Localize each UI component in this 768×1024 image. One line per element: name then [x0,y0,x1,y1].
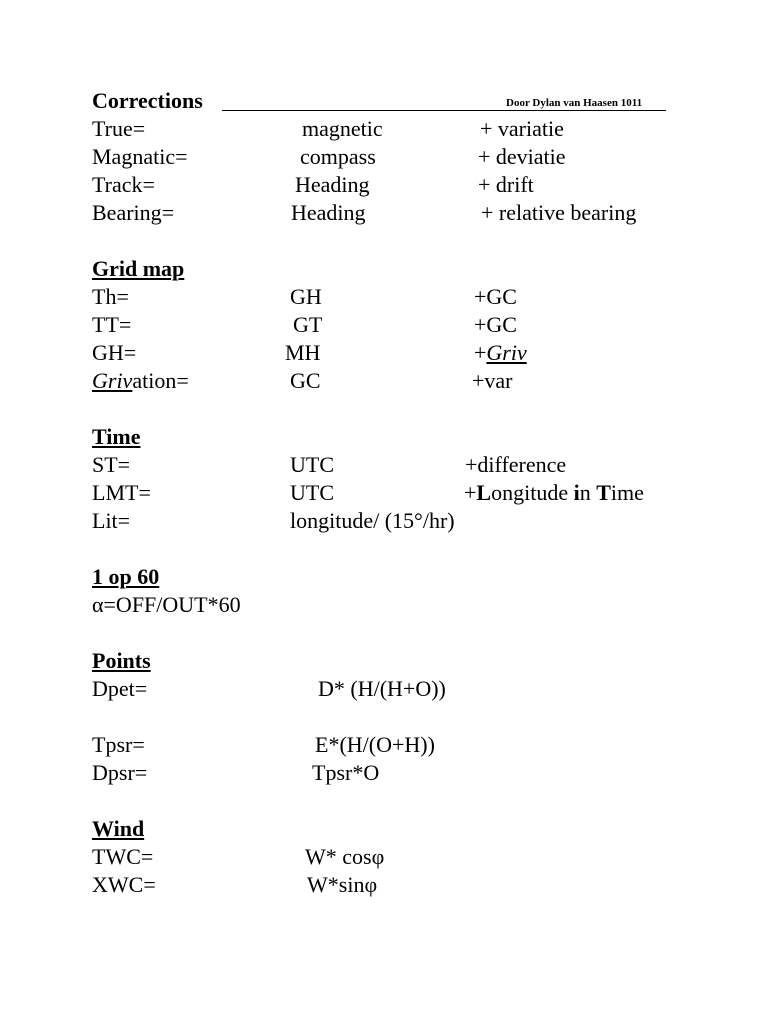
formula-label: Magnatic= [92,144,188,169]
formula-label: Track= [92,172,155,197]
formula-label: LMT= [92,480,151,505]
label-suffix: ation= [132,368,189,393]
acronym-letter: L [476,480,492,505]
acronym-letter: T [596,480,611,505]
formula-correction [464,482,644,504]
formula-label: Dpsr= [92,760,148,785]
formula-term: GC [290,368,321,393]
formula-term: GH [290,284,322,309]
formula-term: longitude/ (15°/hr) [290,508,455,533]
formula-label: Lit= [92,508,131,533]
formula-term: compass [300,144,376,169]
formula-label: GH= [92,340,137,365]
section-heading-points: Points [92,648,151,673]
section-heading-grid-map: Grid map [92,256,185,281]
formula-term: W* cosφ [305,844,385,869]
formula-term: Heading [295,172,370,197]
formula-label: True= [92,116,146,141]
formula-correction: + relative bearing [481,200,637,225]
formula-correction: +var [472,368,513,393]
word-part: ongitude [491,480,574,505]
formula-label [92,370,189,392]
formula-correction: +GC [474,284,517,309]
griv-abbreviation: Griv [486,340,527,365]
formula-label: TWC= [92,844,154,869]
formula-label: ST= [92,452,131,477]
formula-correction: +difference [465,452,567,477]
formula-label: XWC= [92,872,156,897]
formula-label: Dpet= [92,676,148,701]
formula-correction [474,342,527,364]
formula-line: α=OFF/OUT*60 [92,592,241,617]
plus-sign: + [474,340,487,365]
formula-correction: +GC [474,312,517,337]
formula-correction: + deviatie [478,144,566,169]
author-credit: Door Dylan van Haasen 1011 [506,97,643,109]
section-heading-corrections: Corrections [92,88,203,113]
section-heading-wind: Wind [92,816,145,841]
formula-term: E*(H/(O+H)) [315,732,435,757]
formula-label: Th= [92,284,129,309]
formula-correction: + drift [478,172,534,197]
griv-abbreviation: Griv [92,368,133,393]
formula-term: UTC [290,480,334,505]
formula-term: Heading [291,200,366,225]
plus-sign: + [464,480,477,505]
section-heading-1-op-60: 1 op 60 [92,564,160,589]
formula-term: UTC [290,452,334,477]
formula-label: Bearing= [92,200,175,225]
formula-label: Tpsr= [92,732,145,757]
formula-term: Tpsr*O [312,760,380,785]
heading-rule [222,110,666,111]
formula-term: D* (H/(H+O)) [318,676,446,701]
section-heading-time: Time [92,424,141,449]
formula-term: W*sinφ [307,872,378,897]
formula-term: magnetic [302,116,383,141]
formula-term: GT [293,312,323,337]
acronym-letter: i [573,480,580,505]
formula-label: TT= [92,312,132,337]
formula-correction: + variatie [480,116,564,141]
formula-term: MH [285,340,321,365]
word-part: ime [610,480,644,505]
word-part: n [579,480,597,505]
